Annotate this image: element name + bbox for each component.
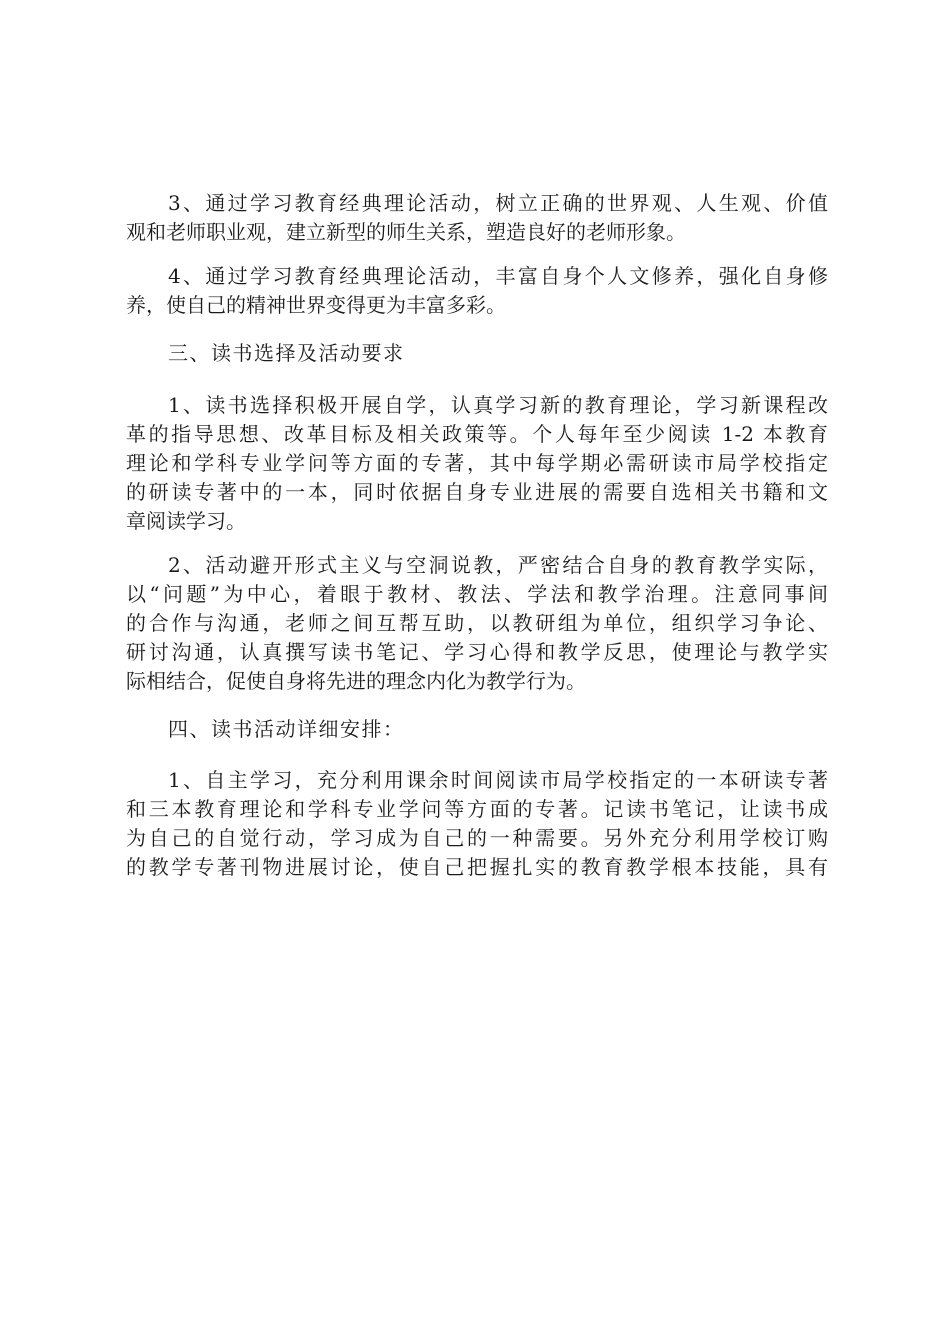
paragraph-line: 1、读书选择积极开展自学，认真学习新的教育理论，学习新课程改 <box>168 392 828 417</box>
paragraph-4-cultivation <box>126 260 828 318</box>
paragraph-line: 观和老师职业观，建立新型的师生关系，塑造良好的老师形象。 <box>126 220 686 244</box>
paragraph-line: 1、自主学习，充分利用课余时间阅读市局学校指定的一本研读专著 <box>168 768 828 792</box>
section-heading-3: 三、读书选择及活动要求 <box>168 341 405 365</box>
document-page <box>126 187 828 880</box>
paragraph-activity-requirements <box>126 549 828 694</box>
paragraph-line: 革的指导思想、改革目标及相关政策等。个人每年至少阅读 1-2 本教育 <box>126 421 828 446</box>
paragraph-line: 研讨沟通，认真撰写读书笔记、学习心得和教学反思，使理论与教学实 <box>126 639 828 664</box>
paragraph-line: 以“问题”为中心，着眼于教材、教法、学法和教学治理。注意同事间 <box>126 581 828 606</box>
paragraph-line: 的研读专著中的一本，同时依据自身专业进展的需要自选相关书籍和文 <box>126 479 828 504</box>
paragraph-line: 和三本教育理论和学科专业学问等方面的专著。记读书笔记，让读书成 <box>126 797 828 821</box>
paragraph-line: 章阅读学习。 <box>126 508 246 533</box>
paragraph-line: 的教学专著刊物进展讨论，使自己把握扎实的教育教学根本技能，具有 <box>126 855 828 879</box>
paragraph-line: 4、通过学习教育经典理论活动，丰富自身个人文修养，强化自身修 <box>168 264 828 288</box>
paragraph-self-study <box>126 764 828 880</box>
paragraph-reading-selection <box>126 389 828 534</box>
paragraph-line: 2、活动避开形式主义与空洞说教，严密结合自身的教育教学实际， <box>168 552 828 577</box>
paragraph-line: 为自己的自觉行动，学习成为自己的一种需要。另外充分利用学校订购 <box>126 826 828 850</box>
paragraph-line: 的合作与沟通，老师之间互帮互助，以教研组为单位，组织学习争论、 <box>126 610 828 635</box>
paragraph-line: 际相结合，促使自身将先进的理念内化为教学行为。 <box>126 668 586 693</box>
paragraph-3-worldview <box>126 187 828 245</box>
section-heading-4: 四、读书活动详细安排： <box>168 716 405 741</box>
paragraph-line: 3、通过学习教育经典理论活动，树立正确的世界观、人生观、价值 <box>168 191 828 215</box>
paragraph-line: 理论和学科专业学问等方面的专著，其中每学期必需研读市局学校指定 <box>126 450 828 475</box>
paragraph-line: 养，使自己的精神世界变得更为丰富多彩。 <box>126 293 506 317</box>
